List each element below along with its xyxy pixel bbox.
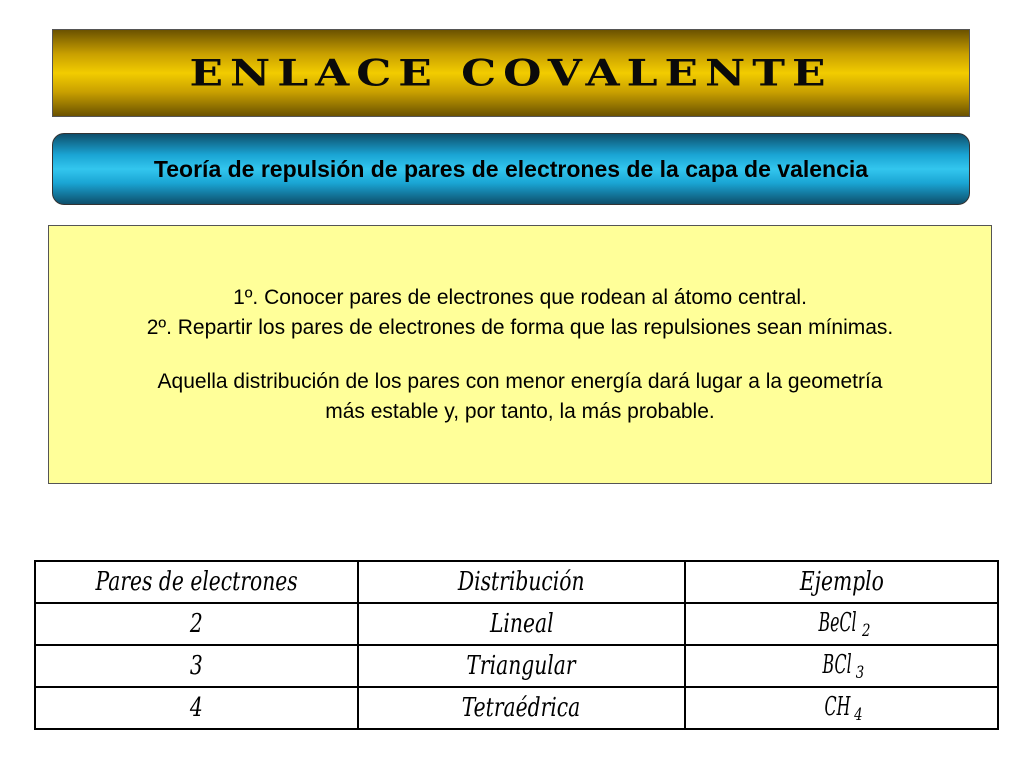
header-cell-pares: Pares de electrones — [35, 561, 358, 603]
cell-ejemplo: BCl $_3$ — [685, 645, 998, 687]
header-cell-distribucion: Distribución — [358, 561, 685, 603]
page-title: ENLACE COVALENTE — [189, 52, 833, 94]
conclusion-line-1: Aquella distribución de los pares con menor energía dará lugar a la geometría — [157, 369, 883, 393]
step-2-text: 2º. Repartir los pares de electrones de forma que las repulsiones sean mínimas. — [146, 315, 894, 339]
cell-ejemplo: CH $_4$ — [685, 687, 998, 729]
table-row — [35, 603, 998, 645]
cell-ejemplo: BeCl $_2$ — [685, 603, 998, 645]
cell-distribucion: Tetraédrica — [358, 687, 685, 729]
table-row — [35, 687, 998, 729]
conclusion-line-2: más estable y, por tanto, la más probable. — [325, 399, 715, 423]
title-banner — [52, 29, 970, 117]
subtitle-text: Teoría de repulsión de pares de electrones de la capa de valencia — [153, 155, 869, 182]
info-box — [48, 225, 992, 484]
step-1-text: 1º. Conocer pares de electrones que rodean al átomo central. — [233, 285, 807, 309]
cell-pares: 2 — [35, 603, 358, 645]
geometry-table-wrapper — [34, 560, 999, 725]
geometry-table — [34, 560, 999, 730]
table-row — [35, 645, 998, 687]
subtitle-banner — [52, 133, 970, 205]
cell-pares: 3 — [35, 645, 358, 687]
cell-distribucion: Triangular — [358, 645, 685, 687]
cell-pares: 4 — [35, 687, 358, 729]
header-cell-ejemplo: Ejemplo — [685, 561, 998, 603]
table-header-row — [35, 561, 998, 603]
cell-distribucion: Lineal — [358, 603, 685, 645]
